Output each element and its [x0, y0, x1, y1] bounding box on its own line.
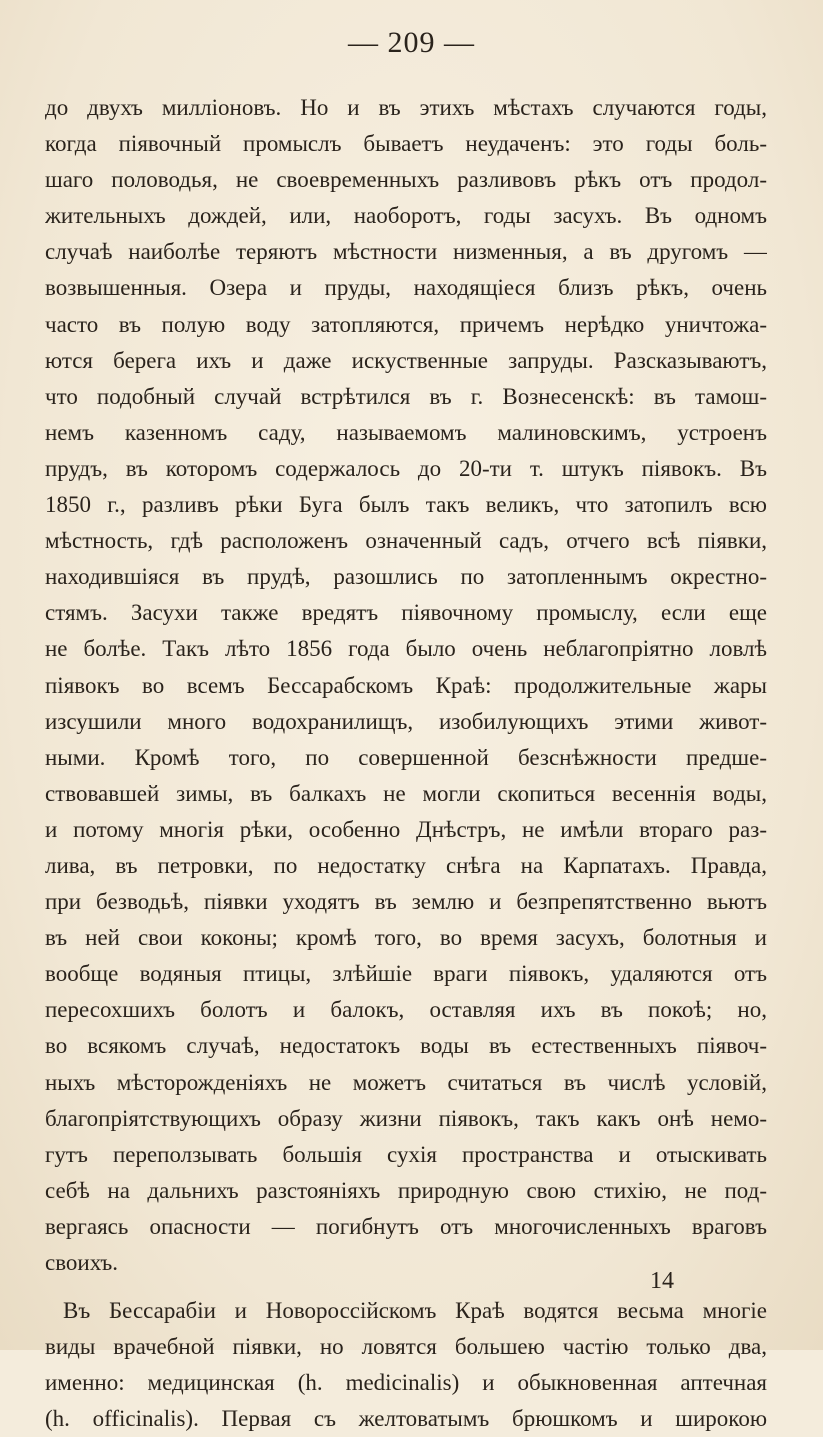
paragraph-1 — [45, 90, 767, 1281]
text-line: случаѣ наиболѣе теряютъ мѣстности низменныя, а въ другомъ — — [45, 239, 767, 265]
text-line: когда піявочный промыслъ бываетъ неудаченъ: это годы боль- — [45, 131, 767, 157]
text-line: жительныхъ дождей, или, наоборотъ, годы засухъ. Въ одномъ — [45, 203, 767, 229]
text-line: мѣстность, гдѣ расположенъ означенный садъ, отчего всѣ піявки, — [45, 528, 767, 554]
text-line: виды врачебной піявки, но ловятся большею частію только два, — [45, 1334, 767, 1360]
text-line: пересохшихъ болотъ и балокъ, оставляя ихъ въ покоѣ; но, — [45, 997, 767, 1023]
page-number: — 209 — — [348, 26, 475, 59]
text-line: что подобный случай встрѣтился въ г. Вознесенскѣ: въ тамош- — [45, 383, 767, 409]
text-line: изсушили много водохранилищъ, изобилующихъ этими живот- — [45, 708, 767, 734]
text-line: именно: медицинская (h. medicinalis) и обыкновенная аптечная — [45, 1370, 767, 1396]
text-line: до двухъ милліоновъ. Но и въ этихъ мѣстахъ случаются годы, — [45, 95, 767, 120]
text-line: немъ казенномъ саду, называемомъ малиновскимъ, устроенъ — [45, 419, 767, 445]
text-line: возвышенныя. Озера и пруды, находящіеся близъ рѣкъ, очень — [45, 275, 767, 301]
text-line: 1850 г., разливъ рѣки Буга былъ такъ великъ, что затопилъ всю — [45, 492, 767, 518]
text-line: и потому многія рѣки, особенно Днѣстръ, не имѣли втораго раз- — [45, 816, 767, 842]
signature-mark: 14 — [650, 1268, 674, 1294]
text-line: шаго половодья, не своевременныхъ разливовъ рѣкъ отъ продол- — [45, 167, 767, 193]
text-line: ныхъ мѣсторожденіяхъ не можетъ считаться въ числѣ условій, — [45, 1069, 767, 1095]
text-line: піявокъ во всемъ Бессарабскомъ Краѣ: продолжительные жары — [45, 672, 767, 698]
text-line: прудъ, въ которомъ содержалось до 20-ти т. штукъ піявокъ. Въ — [45, 455, 767, 481]
text-line: себѣ на дальнихъ разстояніяхъ природную свою стихію, не под- — [45, 1177, 767, 1203]
text-line: гутъ переползывать большія сухія пространства и отыскивать — [45, 1141, 767, 1167]
text-line: лива, въ петровки, по недостатку снѣга на Карпатахъ. Правда, — [45, 852, 767, 878]
text-line: находившіяся въ прудѣ, разошлись по затопленнымъ окрестно- — [45, 564, 767, 590]
text-line: своихъ. — [45, 1250, 118, 1275]
text-line: (h. officinalis). Первая съ желтоватымъ брюшкомъ и широкою — [45, 1406, 767, 1432]
text-line: при безводьѣ, піявки уходятъ въ землю и безпрепятственно вьютъ — [45, 889, 767, 915]
text-line: во всякомъ случаѣ, недостатокъ воды въ естественныхъ піявоч- — [45, 1033, 767, 1059]
text-line: въ ней свои коконы; кромѣ того, во время засухъ, болотныя и — [45, 925, 767, 951]
text-line: не болѣе. Такъ лѣто 1856 года было очень неблагопріятно ловлѣ — [45, 636, 767, 662]
text-line: вообще водяныя птицы, злѣйшіе враги піявокъ, удаляются отъ — [45, 961, 767, 987]
text-line: часто въ полую воду затопляются, причемъ нерѣдко уничтожа- — [45, 311, 767, 337]
text-line: Въ Бессарабіи и Новороссійскомъ Краѣ водятся весьма многіе — [63, 1298, 767, 1324]
text-line: ствовавшей зимы, въ балкахъ не могли скопиться весеннія воды, — [45, 780, 767, 806]
text-line: благопріятствующихъ образу жизни піявокъ, такъ какъ онѣ немо- — [45, 1105, 767, 1131]
text-line: стямъ. Засухи также вредятъ піявочному промыслу, если еще — [45, 600, 767, 626]
paragraph-2 — [45, 1293, 767, 1437]
text-line: ются берега ихъ и даже искуственные запруды. Разсказываютъ, — [45, 347, 767, 373]
body-text — [45, 90, 767, 1437]
text-line: ными. Кромѣ того, по совершенной безснѣжности предше- — [45, 744, 767, 770]
text-line: вергаясь опасности — погибнутъ отъ многочисленныхъ враговъ — [45, 1213, 767, 1239]
